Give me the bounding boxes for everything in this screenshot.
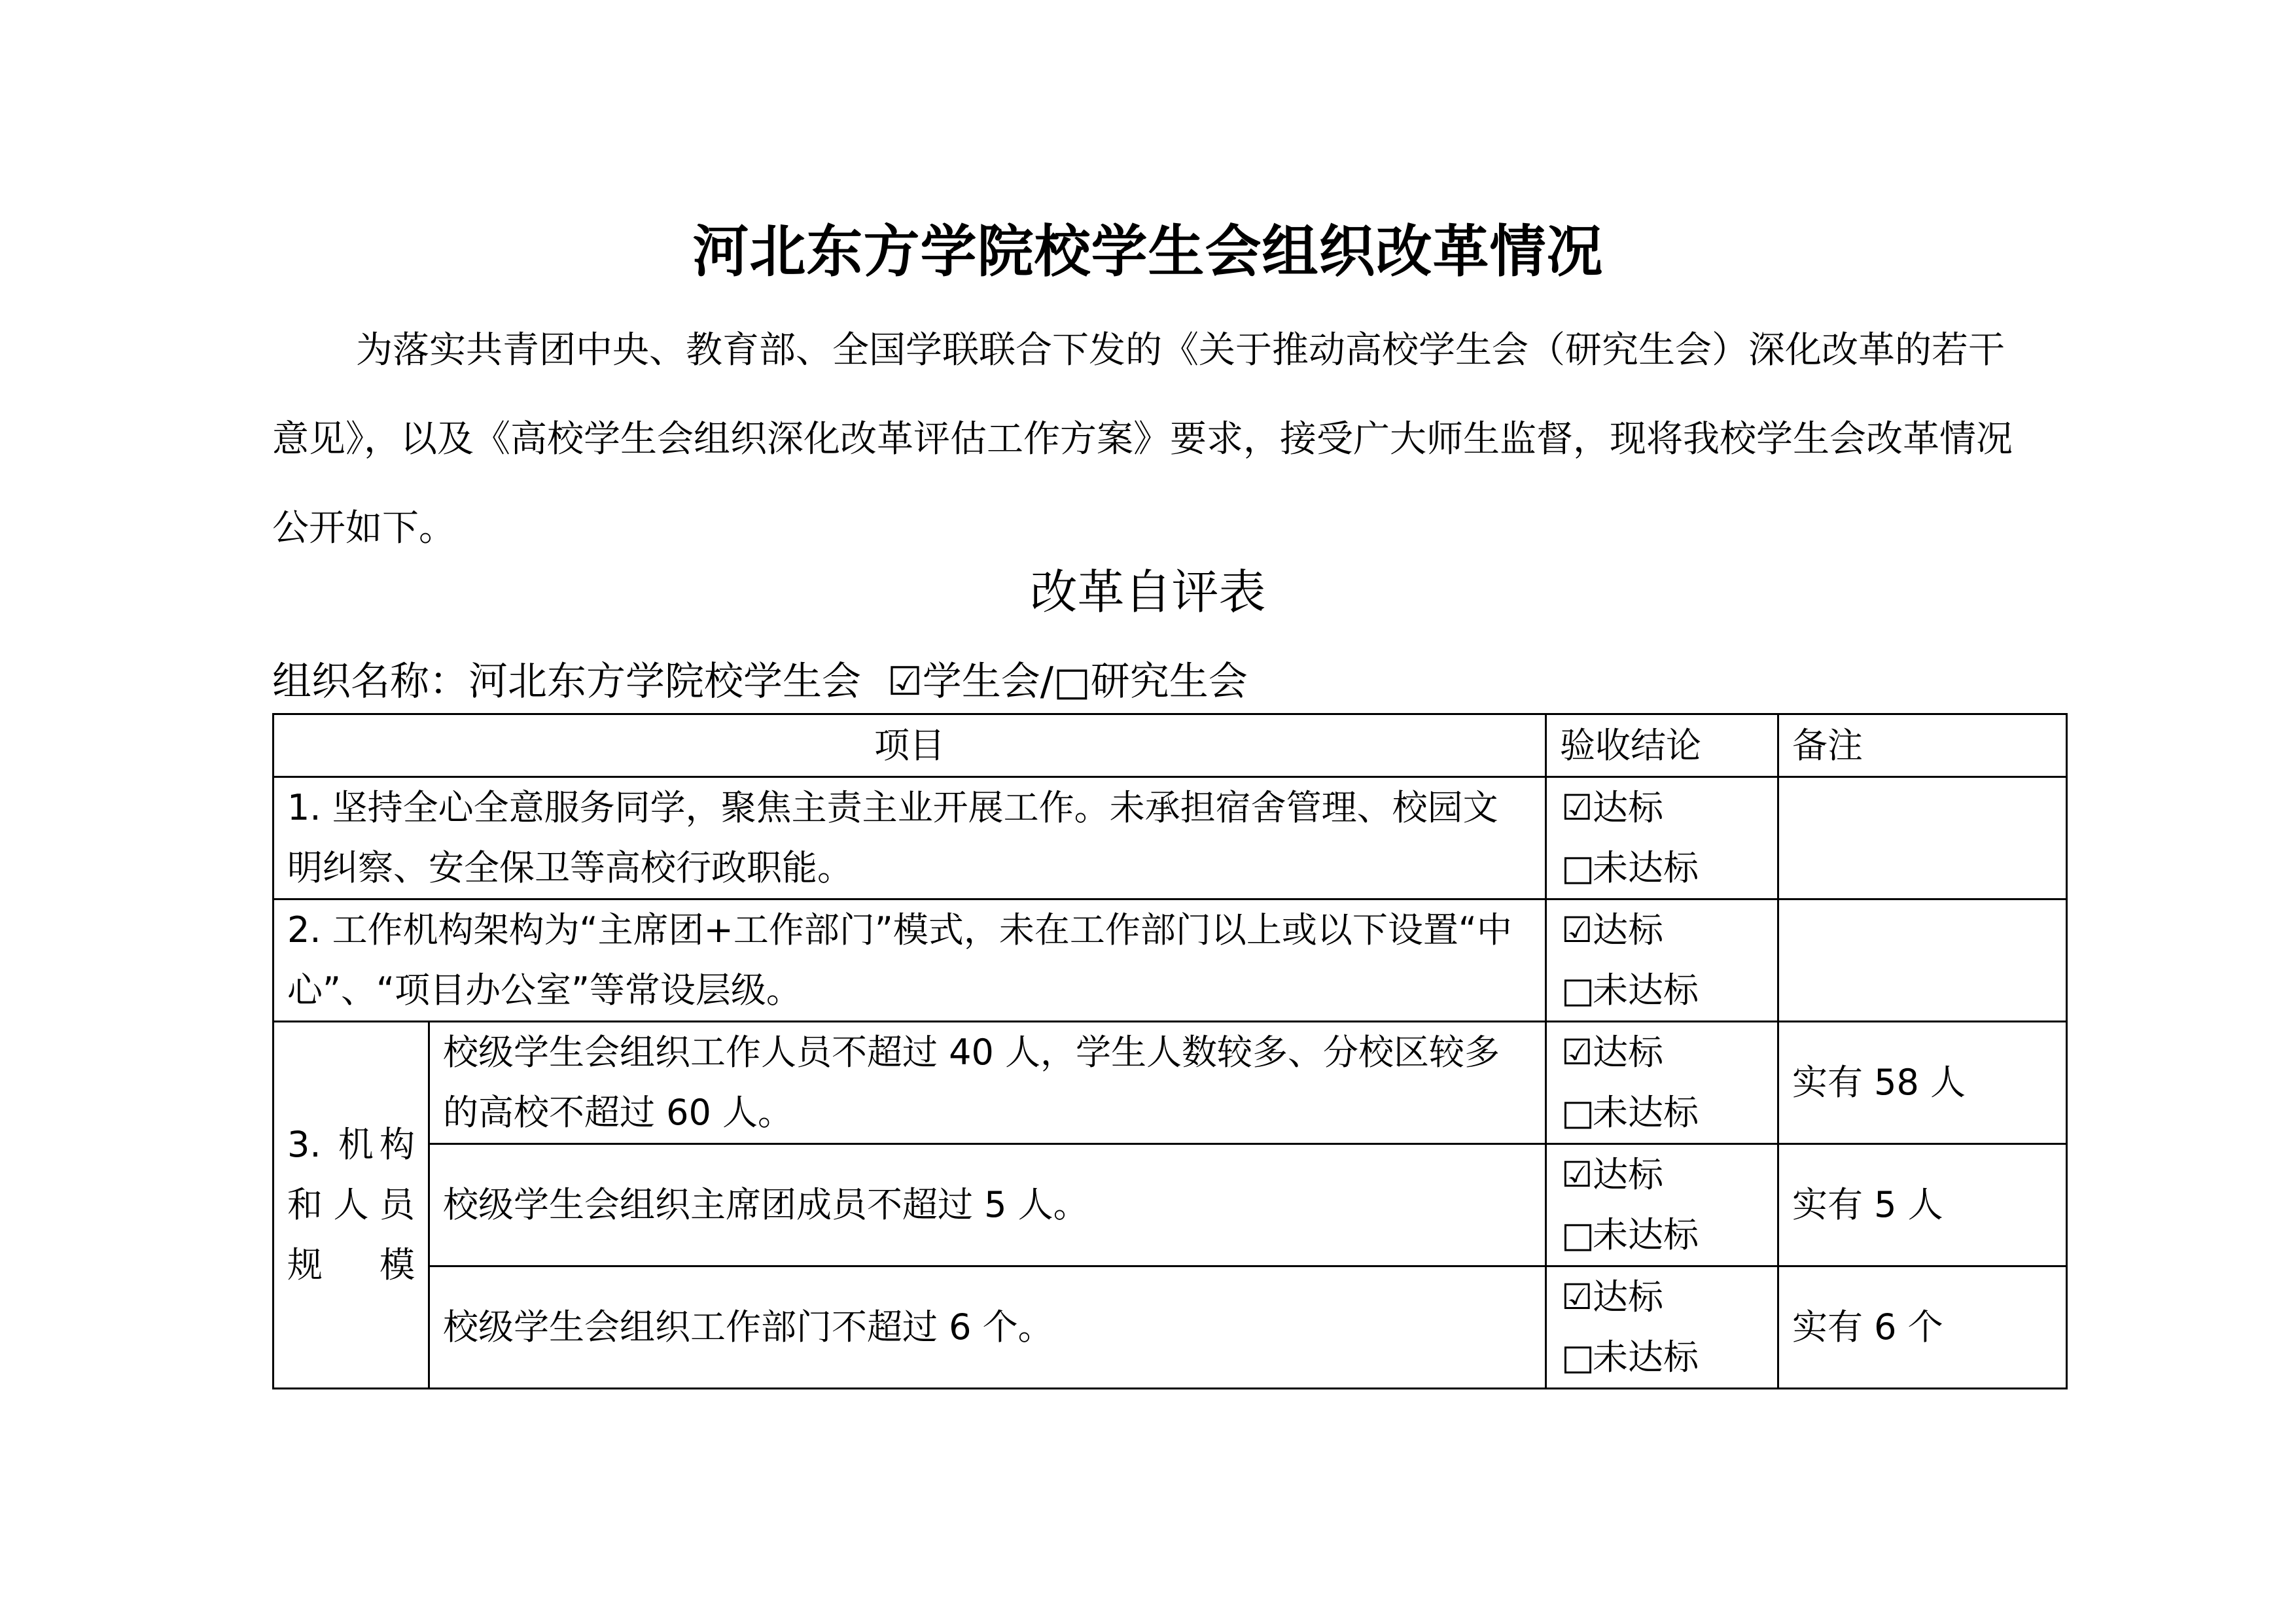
status-fail: □未达标 (1561, 1327, 1764, 1387)
intro-paragraph: 为落实共青团中央、教育部、全国学联联合下发的《关于推动高校学生会（研究生会）深化改革的若干意见》，以及《高校学生会组织深化改革评估工作方案》要求，接受广大师生监督，现将我校学生会改革情况公开如下。 (272, 329, 2013, 550)
table-row (274, 777, 2067, 899)
status-pass: ☑达标 (1561, 1022, 1764, 1083)
item-text: 校级学生会组织工作部门不超过 6 个。 (429, 1266, 1546, 1389)
conclusion-cell (1546, 899, 1778, 1022)
checked-box-icon: ☑ (1561, 1154, 1593, 1195)
table-row (274, 1266, 2067, 1389)
note-cell: 实有 58 人 (1778, 1022, 2067, 1144)
table-row (274, 1144, 2067, 1266)
category-cell: 3. 机构和人员规模 (274, 1022, 429, 1389)
table-header-row (274, 714, 2067, 777)
checked-box-icon: ☑ (1561, 787, 1593, 828)
item-text: 2. 工作机构架构为“主席团+工作部门”模式，未在工作部门以上或以下设置“中心”、“项目办公室”等常设层级。 (274, 899, 1546, 1022)
empty-box-icon: □ (1561, 1214, 1595, 1255)
table-title: 改革自评表 (1030, 565, 1266, 620)
empty-box-icon: □ (1561, 1092, 1595, 1133)
item-text: 校级学生会组织主席团成员不超过 5 人。 (429, 1144, 1546, 1266)
header-conclusion: 验收结论 (1546, 714, 1778, 777)
status-fail: □未达标 (1561, 1083, 1764, 1143)
organization-name: 组织名称：河北东方学院校学生会 (272, 659, 861, 705)
note-cell (1778, 777, 2067, 899)
header-note: 备注 (1778, 714, 2067, 777)
status-fail: □未达标 (1561, 1205, 1764, 1265)
option-student-union: ☑学生会/ (887, 659, 1054, 705)
checked-box-icon: ☑ (1561, 1032, 1593, 1073)
empty-box-icon: □ (1561, 847, 1595, 888)
item-text: 1. 坚持全心全意服务同学，聚焦主责主业开展工作。未承担宿舍管理、校园文明纠察、安全保卫等高校行政职能。 (274, 777, 1546, 899)
status-fail: □未达标 (1561, 960, 1764, 1021)
page-title: 河北东方学院校学生会组织改革情况 (692, 219, 1604, 285)
note-cell: 实有 5 人 (1778, 1144, 2067, 1266)
note-cell (1778, 899, 2067, 1022)
conclusion-cell (1546, 1144, 1778, 1266)
conclusion-cell (1546, 1022, 1778, 1144)
checked-box-icon: ☑ (1561, 1276, 1593, 1318)
self-evaluation-table (272, 713, 2068, 1389)
status-pass: ☑达标 (1561, 1267, 1764, 1327)
organization-line (272, 654, 1248, 709)
status-pass: ☑达标 (1561, 900, 1764, 960)
table-row (274, 1022, 2067, 1144)
status-pass: ☑达标 (1561, 1145, 1764, 1205)
empty-box-icon: □ (1561, 1336, 1595, 1378)
option-graduate-union: □研究生会 (1053, 659, 1248, 705)
table-row (274, 899, 2067, 1022)
checked-box-icon: ☑ (1561, 909, 1593, 951)
note-cell: 实有 6 个 (1778, 1266, 2067, 1389)
status-fail: □未达标 (1561, 838, 1764, 898)
empty-box-icon: □ (1561, 969, 1595, 1011)
status-pass: ☑达标 (1561, 778, 1764, 838)
conclusion-cell (1546, 777, 1778, 899)
item-text: 校级学生会组织工作人员不超过 40 人，学生人数较多、分校区较多的高校不超过 60 人。 (429, 1022, 1546, 1144)
conclusion-cell (1546, 1266, 1778, 1389)
header-item: 项目 (274, 714, 1546, 777)
